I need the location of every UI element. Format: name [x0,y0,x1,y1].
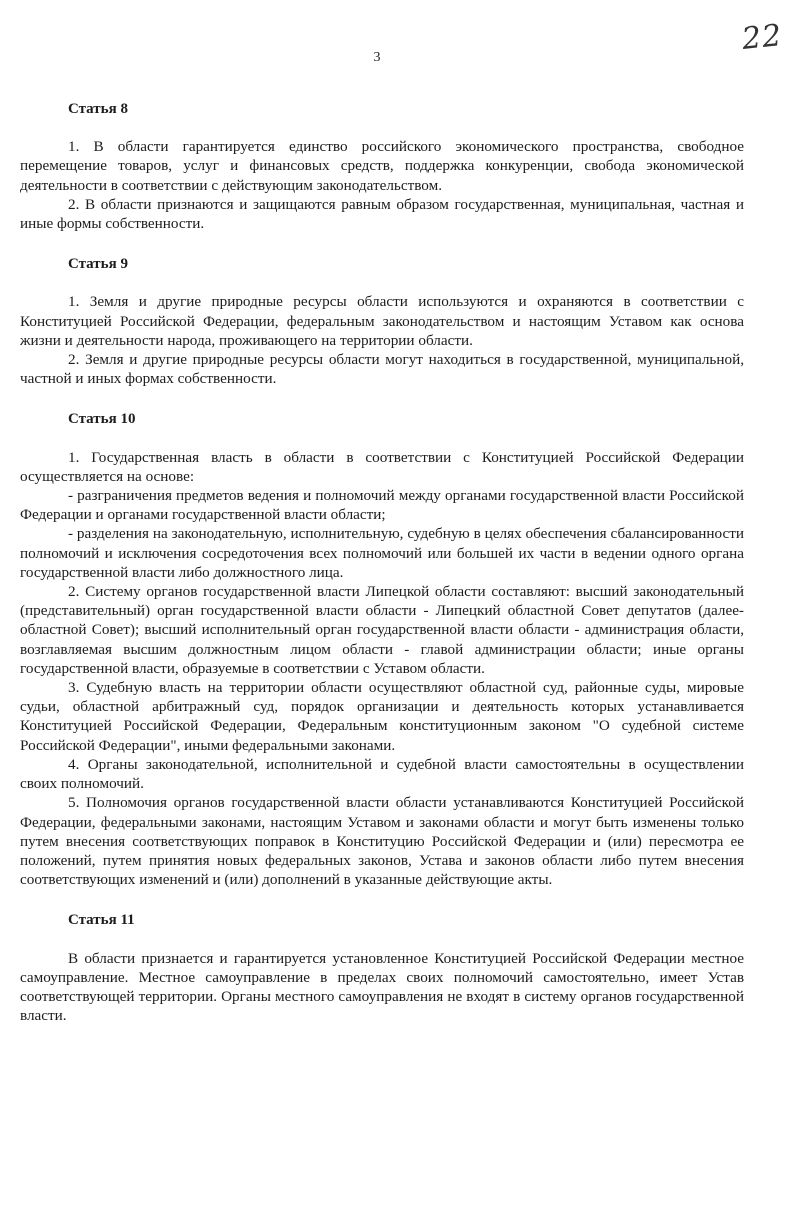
article-8 [20,100,744,233]
article-heading: Статья 11 [68,912,135,929]
article-heading: Статья 10 [68,411,136,428]
article-paragraph: 1. В области гарантируется единство российского экономического пространства, свободное перемещение товаров, услуг и финансовых средств, поддержка конкуренции, свобода экономической деятельности в соответствии с действующим законодательством. [20,138,744,194]
article-paragraph: 1. Государственная власть в области в соответствии с Конституцией Российской Федерации осуществляется на основе: [20,448,744,485]
article-paragraph: 2. Систему органов государственной власти Липецкой области составляют: высший законодательный (представительный) орган государственной власти области - Липецкий областной Совет депутатов (далее- областной Совет); высший исполнительный орган государственной власти области - администрация области, возглавляемая высшим должностным лицом области - главой администрации области; иные органы государственной власти, образуемые в соответствии с Уставом области. [20,583,744,677]
article-heading: Статья 8 [68,101,128,117]
article-10 [20,410,744,889]
document-body [20,100,744,1025]
page-number: 3 [373,50,381,65]
article-11 [20,911,744,1025]
article-paragraph: 5. Полномочия органов государственной власти области устанавливаются Конституцией Российской Федерации, федеральными законами, настоящим Уставом и законами области и могут быть изменены только путем внесения соответствующих поправок в Конституцию Российской Федерации и (или) пересмотра ее положений, путем принятия новых федеральных законов, Устава и законов области либо путем внесения соответствующих изменений и (или) дополнений в указанные действующие акты. [20,794,744,889]
handwritten-sheet-number: 22 [740,17,784,58]
article-list-item: - разделения на законодательную, исполнительную, судебную в целях обеспечения сбалансированности полномочий и исключения сосредоточения всех полномочий или большей их части в ведении одного органа государственной власти либо должностного лица. [20,525,744,581]
article-list-item: - разграничения предметов ведения и полномочий между органами государственной власти Российской Федерации и органами государственной власти области; [20,487,744,524]
article-paragraph: В области признается и гарантируется установленное Конституцией Российской Федерации местное самоуправление. Местное самоуправление в пределах своих полномочий самостоятельно, имеет Устав соответствующей территории. Органы местного самоуправления не входят в систему органов государственной власти. [20,949,744,1025]
article-paragraph: 4. Органы законодательной, исполнительной и судебной власти самостоятельны в осуществлении своих полномочий. [20,755,744,793]
article-heading: Статья 9 [68,256,128,273]
article-paragraph: 3. Судебную власть на территории области осуществляют областной суд, районные суды, мировые судьи, областной арбитражный суд, порядок организации и деятельность которых устанавливается Конституцией Российской Федерации, Федеральным конституционным законом "О судебной системе Российской Федерации", иными федеральными законами. [20,679,744,754]
article-9 [20,255,744,388]
article-paragraph: 1. Земля и другие природные ресурсы области используются и охраняются в соответствии с Конституцией Российской Федерации, федеральным законодательством и настоящим Уставом как основа жизни и деятельности народа, проживающего на территории области. [20,293,744,349]
article-paragraph: 2. Земля и другие природные ресурсы области могут находиться в государственной, муниципальной, частной и иных формах собственности. [20,351,744,388]
article-paragraph: 2. В области признаются и защищаются равным образом государственная, муниципальная, частная и иные формы собственности. [20,195,744,233]
